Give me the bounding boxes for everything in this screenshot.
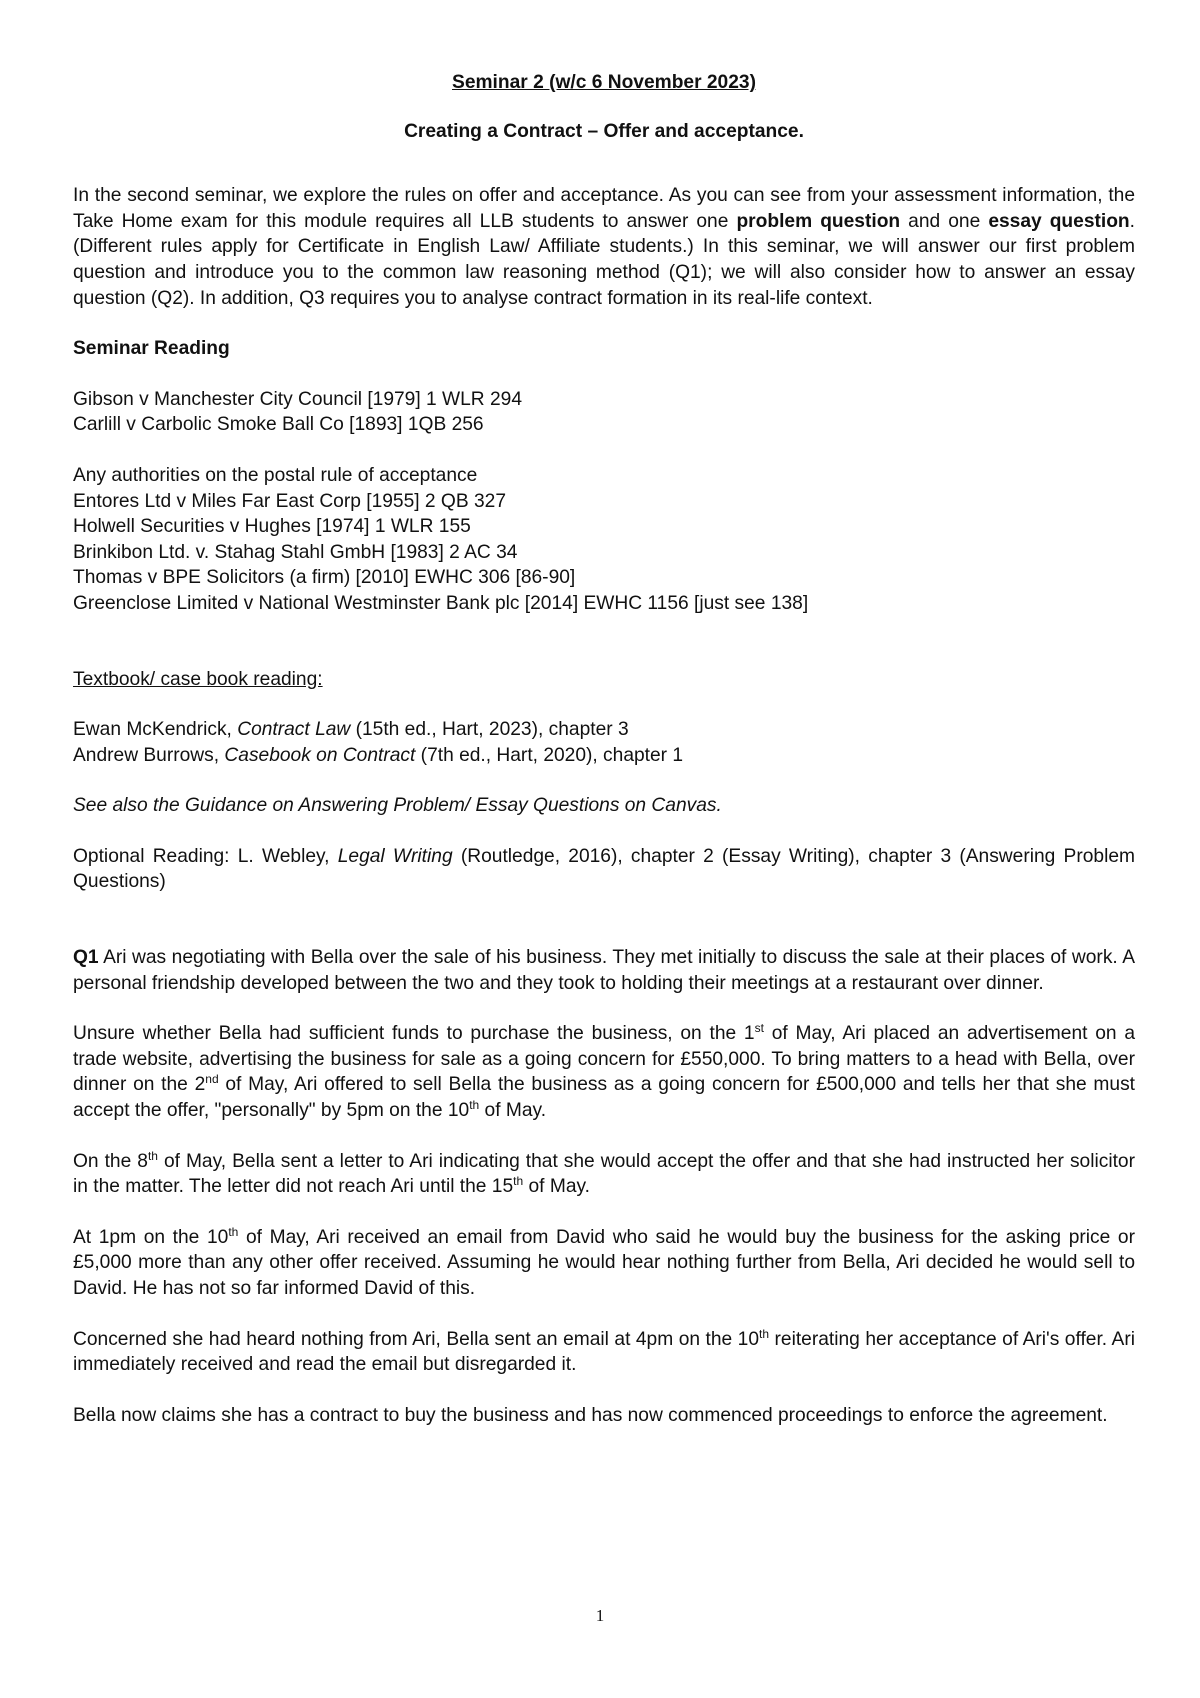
- ordinal-suffix: st: [754, 1021, 764, 1036]
- ordinal-suffix: nd: [205, 1072, 219, 1087]
- case-item: Brinkibon Ltd. v. Stahag Stahl GmbH [1983] 2 AC 34: [73, 541, 518, 563]
- q1-paragraph-4: [73, 1225, 1135, 1302]
- intro-paragraph: [73, 183, 1135, 311]
- q1-p2-text-b: of May, Ari placed an advertisement on a trade website, advertising the business for sale as a going concern for £550,000. To bring matters to a head with Bella, over dinner on the 2: [73, 1023, 1136, 1096]
- intro-bold-essay-question: essay question: [988, 210, 1130, 232]
- q1-p2-text-a: Unsure whether Bella had sufficient funds to purchase the business, on the 1: [73, 1023, 755, 1045]
- q1-p5-text-a: Concerned she had heard nothing from Ari, Bella sent an email at 4pm on the 10: [73, 1328, 760, 1350]
- q1-p3-text-a: On the 8: [73, 1150, 148, 1172]
- case-list: [73, 387, 1135, 438]
- q1-paragraph-6: Bella now claims she has a contract to buy the business and has now commenced proceedings to enforce the agreement.: [73, 1404, 1108, 1426]
- q1-p2-text-c: of May, Ari offered to sell Bella the business as a going concern for £500,000 and tells her that she must accept the offer, "personally" by 5pm on the 10: [73, 1074, 1135, 1122]
- q1-p2-text-d: of May.: [479, 1100, 547, 1122]
- page-number: 1: [595, 1606, 605, 1625]
- q1-paragraph-5: [73, 1327, 1135, 1378]
- q1-p4-text-b: of May, Ari received an email from David who said he would buy the business for the asking price or £5,000 more than any other offer received. Assuming he would hear nothing further from Bella, Ari decided he would sell to David. He has not so far informed David of this.: [73, 1226, 1135, 1299]
- intro-text-2: and one: [900, 210, 989, 232]
- intro-bold-problem-question: problem question: [736, 210, 901, 232]
- q1-text: Ari was negotiating with Bella over the sale of his business. They met initially to discuss the sale at their places of work. A personal friendship developed between the two and they took to holding their meetings at a restaurant over dinner.: [73, 947, 1135, 994]
- textbook-title: Contract Law: [237, 719, 351, 741]
- guidance-note: [73, 793, 1135, 819]
- postal-rule-list: [73, 463, 1135, 617]
- seminar-reading-heading: Seminar Reading: [73, 338, 230, 360]
- textbook-heading: Textbook/ case book reading:: [73, 668, 323, 690]
- case-item: Gibson v Manchester City Council [1979] 1 WLR 294: [73, 388, 522, 410]
- textbook-edition: (15th ed., Hart, 2023), chapter 3: [350, 719, 629, 741]
- intro-text-3: . (Different rules apply for Certificate in English Law/ Affiliate students.) In this seminar, we will answer our first problem question and introduce you to the common law reasoning method (Q1); we will also consider how to answer an essay question (Q2). In addition, Q3 requires you to analyse contract formation in its real-life context.: [73, 210, 1136, 309]
- case-item: Holwell Securities v Hughes [1974] 1 WLR 155: [73, 516, 471, 538]
- case-item: Entores Ltd v Miles Far East Corp [1955] 2 QB 327: [73, 490, 506, 512]
- case-item: Greenclose Limited v National Westminster Bank plc [2014] EWHC 1156 [just see 138]: [73, 592, 809, 614]
- case-item: Thomas v BPE Solicitors (a firm) [2010] EWHC 306 [86-90]: [73, 567, 576, 589]
- textbook-list: [73, 717, 1135, 768]
- ordinal-suffix: th: [469, 1098, 480, 1113]
- ordinal-suffix: th: [759, 1326, 770, 1341]
- optional-reading-pre: Optional Reading: L. Webley,: [73, 845, 338, 867]
- ordinal-suffix: th: [513, 1174, 524, 1189]
- q1-p3-text-c: of May.: [523, 1176, 590, 1198]
- optional-reading-post: (Routledge, 2016), chapter 2 (Essay Writing), chapter 3 (Answering Problem Questions): [73, 845, 1136, 893]
- textbook-author: Andrew Burrows,: [73, 744, 225, 766]
- optional-reading-title: Legal Writing: [337, 845, 453, 867]
- guidance-text: See also the Guidance on Answering Problem/ Essay Questions on Canvas.: [73, 795, 722, 817]
- case-item: Carlill v Carbolic Smoke Ball Co [1893] 1QB 256: [73, 414, 484, 436]
- q1-label: Q1: [73, 947, 99, 969]
- intro-text-1: In the second seminar, we explore the rules on offer and acceptance. As you can see from your assessment information, the Take Home exam for this module requires all LLB students to answer one: [73, 185, 1135, 232]
- optional-reading: [73, 844, 1135, 895]
- textbook-author: Ewan McKendrick,: [73, 719, 238, 741]
- q1-paragraph-1: [73, 945, 1135, 996]
- q1-p4-text-a: At 1pm on the 10: [73, 1226, 229, 1248]
- q1-paragraph-2: [73, 1021, 1135, 1123]
- q1-paragraph-3: [73, 1149, 1135, 1200]
- postal-rule-intro: Any authorities on the postal rule of acceptance: [73, 464, 478, 486]
- ordinal-suffix: th: [228, 1224, 239, 1239]
- page-title: Seminar 2 (w/c 6 November 2023): [452, 72, 756, 93]
- textbook-edition: (7th ed., Hart, 2020), chapter 1: [415, 744, 684, 766]
- q1-p5-text-b: reiterating her acceptance of Ari's offer. Ari immediately received and read the email but disregarded it.: [73, 1328, 1135, 1376]
- document-body: [73, 70, 1135, 1428]
- textbook-item: [73, 717, 1135, 743]
- textbook-item: [73, 743, 1135, 769]
- q1-p3-text-b: of May, Bella sent a letter to Ari indicating that she would accept the offer and that she had instructed her solicitor in the matter. The letter did not reach Ari until the 15: [73, 1150, 1135, 1198]
- ordinal-suffix: th: [147, 1148, 158, 1163]
- textbook-title: Casebook on Contract: [224, 744, 416, 766]
- page-subtitle: Creating a Contract – Offer and acceptance.: [404, 120, 804, 142]
